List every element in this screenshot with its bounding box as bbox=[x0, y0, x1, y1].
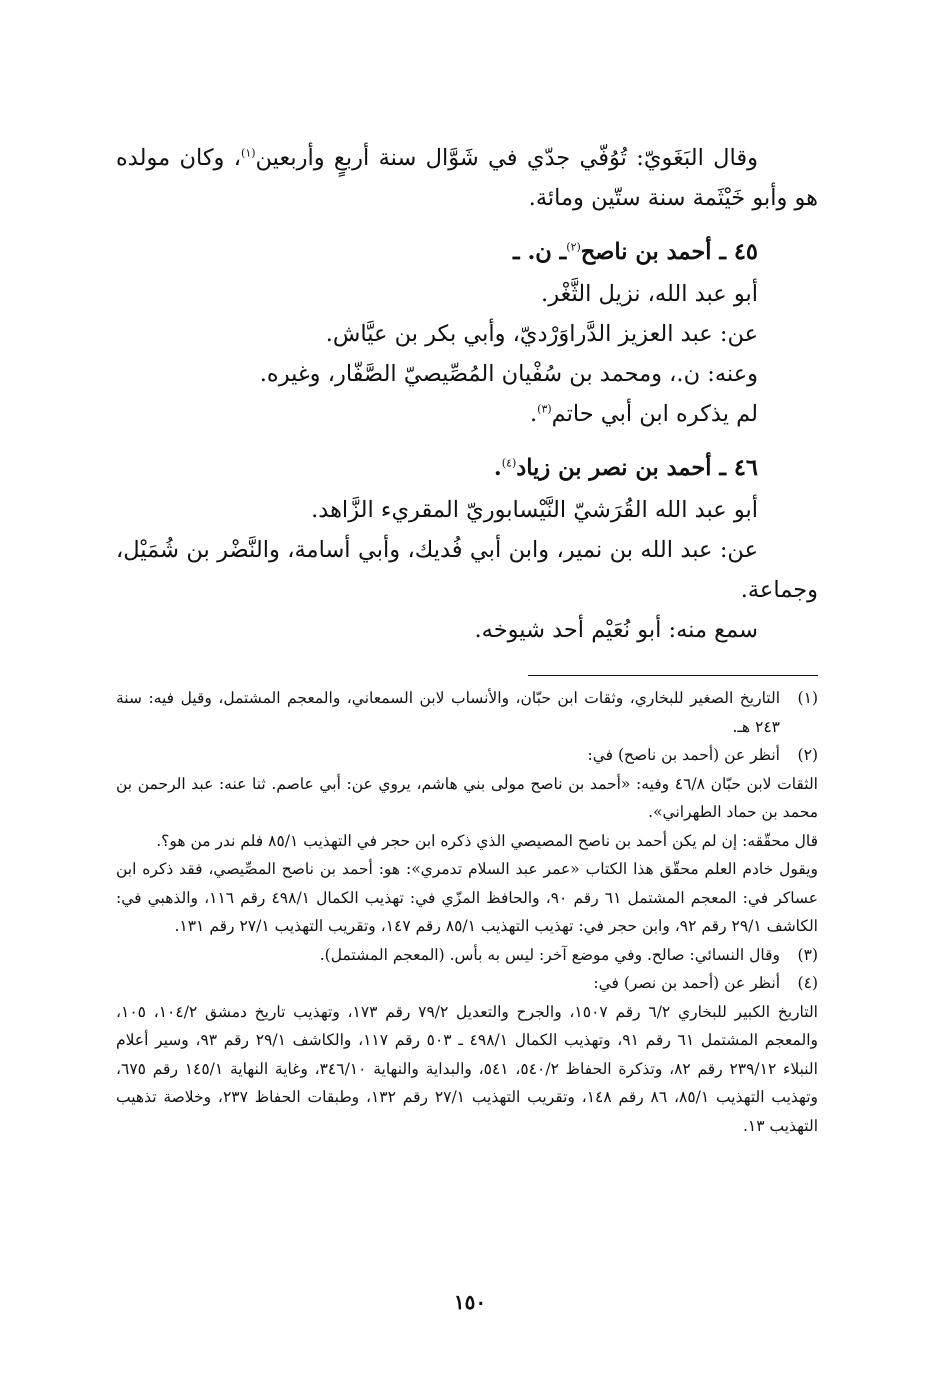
entry-line: عن: عبد الله بن نمير، وابن أبي فُديك، وأبي أسامة، والنَّضْر بن شُمَيْل، وجماعة. bbox=[116, 537, 818, 603]
footnote-marker: (٣) bbox=[537, 402, 552, 416]
entry-line: لم يذكره ابن أبي حاتم$^{(٣)}$. bbox=[529, 401, 758, 427]
entry-line: سمع منه: أبو نُعَيْم أحد شيوخه. bbox=[474, 617, 758, 643]
biography-entry bbox=[116, 232, 818, 434]
footnote-text: وقال النسائي: صالح. وفي موضع آخر: ليس به بأس. (المعجم المشتمل). bbox=[319, 945, 780, 964]
footnote-text: أنظر عن (أحمد بن ناصح) في: bbox=[587, 746, 780, 764]
entry-line: وعنه: ن.، ومحمد بن سُفْيان المُصِّيصيّ الصَّفّار، وغيره. bbox=[259, 361, 758, 387]
footnote-text: ويقول خادم العلم محقّق هذا الكتاب «عمر عبد السلام تدمري»: هو: أحمد بن ناصح المصِّيصي، فقد ذكره ابن عساكر في: المعجم المشتمل ٦١ رقم ٩٠، والحافظ المزّي في: تهذيب الكمال ٤٩٨/١ رقم ١١٦، والذهبي في: الكاشف ٢٩/١ رقم ٩٢، وابن حجر في: تهذيب التهذيب ٨٥/١ رقم ١٤٧، وتقريب التهذيب ٢٧/١ رقم ١٣١. bbox=[116, 860, 818, 935]
footnote bbox=[116, 741, 818, 941]
footnote-number: (٣) bbox=[797, 945, 818, 964]
footnotes bbox=[116, 684, 818, 1140]
footnote-number: (٤) bbox=[797, 974, 818, 992]
intro-paragraph: وقال البَغَويّ: تُوُفّي جدّي في شَوَّال سنة أربعٍ وأربعين$^{(١)}$، وكان مولده هو وأبو خَيْثَمة سنة ستّين ومائة. bbox=[116, 145, 818, 211]
footnote-marker: (٤) bbox=[501, 456, 517, 470]
footnote-text: التاريخ الكبير للبخاري ٦/٢ رقم ١٥٠٧، والجرح والتعديل ٧٩/٢ رقم ١٧٣، وتهذيب تاريخ دمشق ١٠٤/٢، ١٠٥، والمعجم المشتمل ٦١ رقم ٩١، وتهذيب الكمال ٤٩٨/١ ـ ٥٠٣ رقم ١١٧، والكاشف ٢٩/١ رقم ٩٣، وسير أعلام النبلاء ٢٣٩/١٢ رقم ٨٢، وتذكرة الحفاظ ٥٤٠/٢، ٥٤١، والبداية والنهاية ٣٤٦/١٠، وغاية النهاية ١٤٥/١ رقم ٦٧٥، وتهذيب التهذيب ٨٥/١، ٨٦ رقم ١٤٨، وتقريب التهذيب ٢٧/١ رقم ١٣٢، وطبقات الحفاظ ٢٣٧، وخلاصة تذهيب التهذيب ١٣. bbox=[116, 1002, 818, 1135]
footnote-divider bbox=[528, 675, 818, 676]
footnote bbox=[116, 969, 818, 1140]
entry-line: أبو عبد الله القُرَشيّ النَّيْسابوريّ المقريء الزَّاهد. bbox=[311, 497, 758, 523]
entry-heading: ٤٦ ـ أحمد بن نصر بن زياد$^{(٤)}$. bbox=[493, 455, 758, 481]
biography-entry bbox=[116, 448, 818, 650]
entry-line: أبو عبد الله، نزيل الثَّغْر. bbox=[541, 281, 758, 307]
footnote-marker: (٢) bbox=[566, 240, 581, 254]
footnote bbox=[116, 684, 818, 741]
footnote-text: الثقات لابن حبّان ٤٦/٨ وفيه: «أحمد بن ناصح مولى بني هاشم، يروي عن: أبي عاصم. ثنا عنه: عبد الرحمن بن محمد بن حماد الطهراني». bbox=[116, 774, 818, 821]
entry-line: عن: عبد العزيز الدَّراوَرْديّ، وأبي بكر بن عيَّاش. bbox=[325, 321, 758, 347]
main-text bbox=[116, 138, 818, 650]
footnote bbox=[116, 941, 818, 970]
footnote-text: التاريخ الصغير للبخاري، وثقات ابن حبّان، والأنساب لابن السمعاني، والمعجم المشتمل، وقيل فيه: سنة ٢٤٣ هـ. bbox=[116, 689, 780, 736]
footnote-marker: (١) bbox=[241, 146, 256, 160]
footnote-number: (١) bbox=[797, 689, 818, 707]
page-number: ١٥٠ bbox=[453, 1290, 487, 1314]
entry-heading: ٤٥ ـ أحمد بن ناصح$^{(٢)}$ـ ن. ـ bbox=[513, 239, 758, 265]
footnote-text: أنظر عن (أحمد بن نصر) في: bbox=[593, 974, 780, 992]
footnote-text: قال محقّقه: إن لم يكن أحمد بن ناصح المصيصي الذي ذكره ابن حجر في التهذيب ٨٥/١ فلم ندر من هو؟. bbox=[156, 831, 818, 850]
footnote-number: (٢) bbox=[797, 746, 818, 764]
